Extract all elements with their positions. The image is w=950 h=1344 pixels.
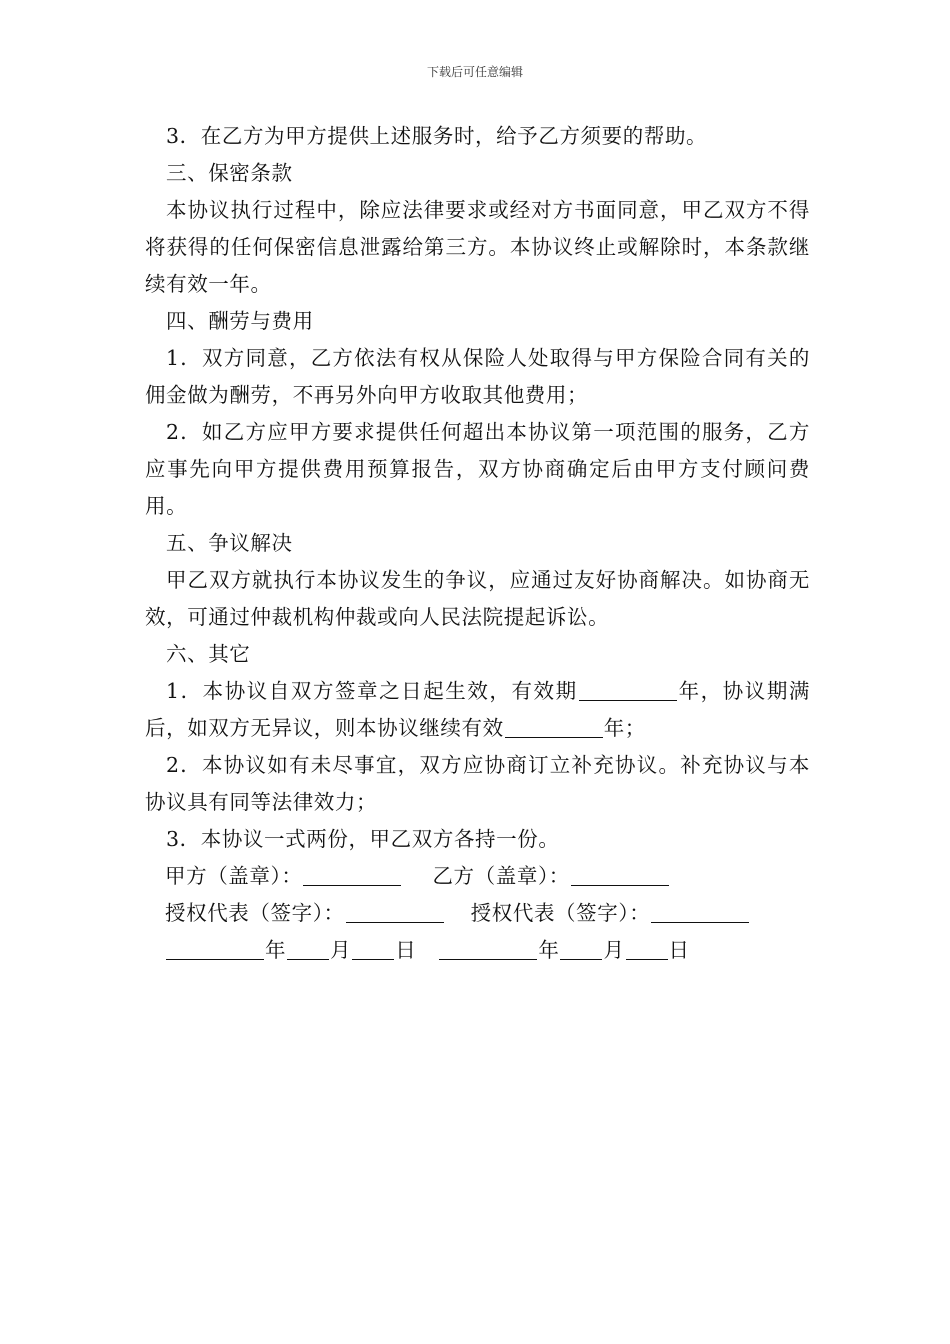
party-b-year-blank[interactable] (439, 937, 537, 960)
party-b-day-label: 日 (668, 938, 690, 962)
renewal-years-blank[interactable] (505, 715, 603, 738)
party-a-day-label: 日 (395, 938, 417, 962)
fees-item-2: 2．如乙方应甲方要求提供任何超出本协议第一项范围的服务，乙方应事先向甲方提供费用预算报告，双方协商确定后由甲方支付顾问费用。 (145, 420, 810, 518)
other-item-3: 3．本协议一式两份，甲乙双方各持一份。 (166, 827, 560, 851)
dispute-paragraph: 甲乙双方就执行本协议发生的争议，应通过友好协商解决。如协商无效，可通过仲裁机构仲裁或向人民法院提起诉讼。 (145, 568, 810, 629)
party-b-rep-blank[interactable] (651, 900, 749, 923)
confidentiality-paragraph: 本协议执行过程中，除应法律要求或经对方书面同意，甲乙双方不得将获得的任何保密信息泄露给第三方。本协议终止或解除时，本条款继续有效一年。 (145, 198, 810, 296)
party-a-rep-blank[interactable] (346, 900, 444, 923)
date-row (145, 932, 810, 969)
clause-2-item-3: 3．在乙方为甲方提供上述服务时，给予乙方须要的帮助。 (166, 124, 708, 148)
other-item-1-text-b: 年，协议期满后，如双方无异议，则本协议继续有效 (145, 679, 810, 740)
section-heading-dispute: 五、争议解决 (166, 531, 293, 555)
party-b-rep-label: 授权代表（签字）： (470, 901, 651, 925)
party-b-seal-blank[interactable] (571, 863, 669, 886)
party-b-month-label: 月 (603, 938, 625, 962)
party-a-month-blank[interactable] (287, 937, 329, 960)
seal-row (145, 858, 810, 895)
other-item-1-text-a: 1．本协议自双方签章之日起生效，有效期 (166, 679, 578, 703)
party-b-day-blank[interactable] (626, 937, 668, 960)
fees-item-1: 1．双方同意，乙方依法有权从保险人处取得与甲方保险合同有关的佣金做为酬劳，不再另外向甲方收取其他费用； (145, 346, 810, 407)
party-b-seal-label: 乙方（盖章）： (432, 864, 570, 888)
other-item-1-text-c: 年； (603, 716, 646, 740)
validity-years-blank[interactable] (579, 678, 677, 701)
section-heading-fees: 四、酬劳与费用 (166, 309, 314, 333)
section-heading-confidentiality: 三、保密条款 (166, 161, 293, 185)
party-a-month-label: 月 (330, 938, 352, 962)
page-header-note: 下载后可任意编辑 (426, 65, 523, 79)
party-b-month-blank[interactable] (560, 937, 602, 960)
other-item-2: 2．本协议如有未尽事宜，双方应协商订立补充协议。补充协议与本协议具有同等法律效力； (145, 753, 810, 814)
party-a-year-label: 年 (265, 938, 287, 962)
other-item-1 (145, 673, 810, 747)
party-a-day-blank[interactable] (352, 937, 394, 960)
document-body (145, 118, 810, 969)
section-heading-other: 六、其它 (166, 642, 251, 666)
party-a-seal-label: 甲方（盖章）： (165, 864, 303, 888)
party-a-year-blank[interactable] (166, 937, 264, 960)
party-a-rep-label: 授权代表（签字）： (165, 901, 345, 925)
representative-row (145, 895, 810, 932)
party-b-year-label: 年 (538, 938, 560, 962)
party-a-seal-blank[interactable] (303, 863, 401, 886)
